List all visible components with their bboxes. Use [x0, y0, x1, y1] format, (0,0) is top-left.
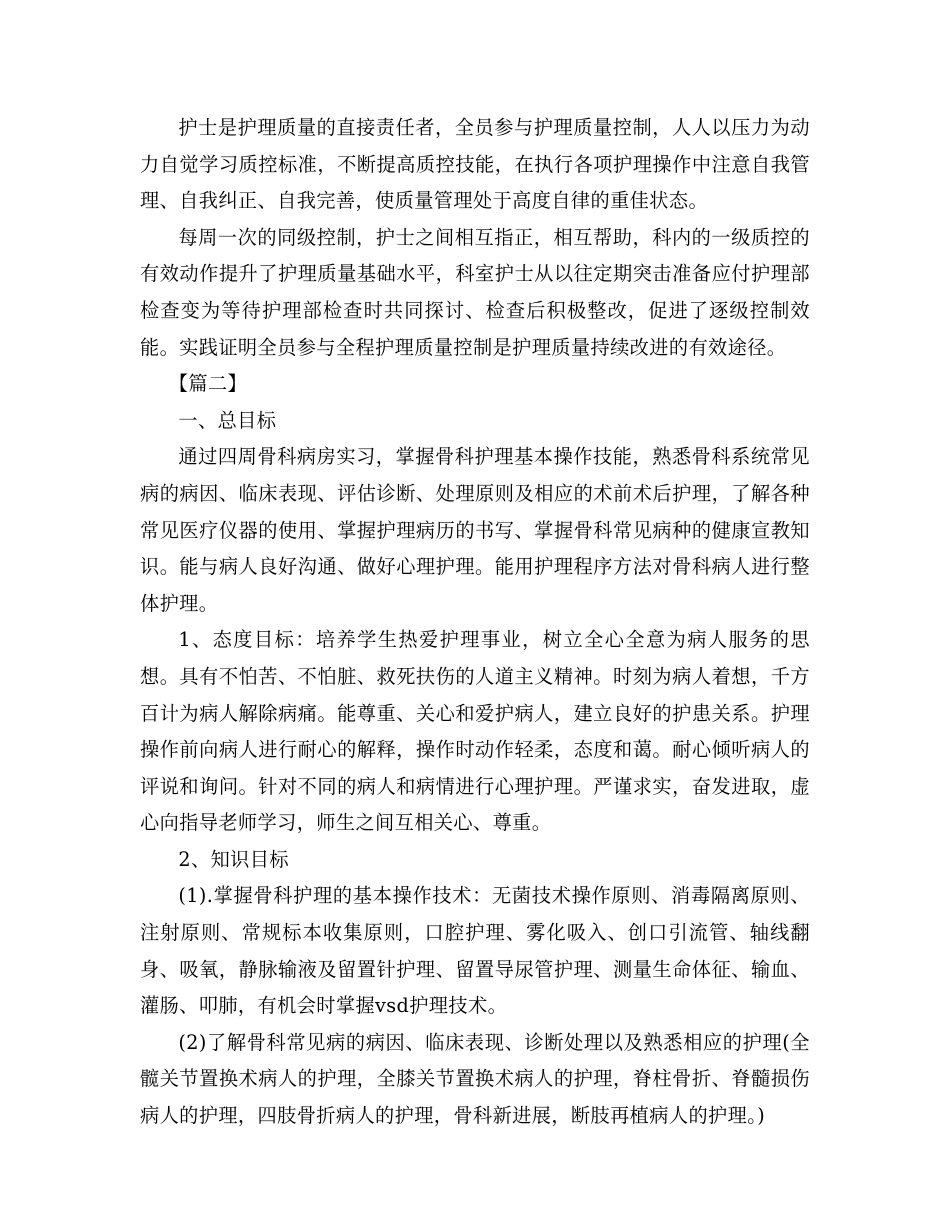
paragraph-attitude-goal: 1、态度目标：培养学生热爱护理事业，树立全心全意为病人服务的思想。具有不怕苦、不怕脏、救死扶伤的人道主义精神。时刻为病人着想，千方百计为病人解除病痛。能尊重、关心和爱护病人，建立良好的护患关系。护理操作前向病人进行耐心的解释，操作时动作轻柔，态度和蔼。耐心倾听病人的评说和询问。针对不同的病人和病情进行心理护理。严谨求实，奋发进取，虚心向指导老师学习，师生之间互相关心、尊重。 — [140, 628, 810, 835]
heading-knowledge-goal: 2、知识目标 — [178, 847, 289, 871]
paragraph-common-diseases: (2)了解骨科常见病的病因、临床表现、诊断处理以及熟悉相应的护理(全髋关节置换术病人的护理，全膝关节置换术病人的护理，脊柱骨折、脊髓损伤病人的护理，四肢骨折病人的护理，骨科新进展，断肢再植病人的护理。) — [140, 1030, 810, 1128]
paragraph-basic-skills: (1).掌握骨科护理的基本操作技术：无菌技术操作原则、消毒隔离原则、注射原则、常规标本收集原则，口腔护理、雾化吸入、创口引流管、轴线翻身、吸氧，静脉输液及留置针护理、留置导尿管护理、测量生命体征、输血、灌肠、叩肺，有机会时掌握vsd护理技术。 — [140, 884, 810, 1018]
paragraph-peer-control: 每周一次的同级控制，护士之间相互指正，相互帮助，科内的一级质控的有效动作提升了护理质量基础水平，科室护士从以往定期突击准备应付护理部检查变为等待护理部检查时共同探讨、检查后积极整改，促进了逐级控制效能。实践证明全员参与全程护理质量控制是护理质量持续改进的有效途径。 — [140, 225, 810, 359]
document-page — [140, 110, 810, 1135]
paragraph-overall-goal: 通过四周骨科病房实习，掌握骨科护理基本操作技能，熟悉骨科系统常见病的病因、临床表现、评估诊断、处理原则及相应的术前术后护理，了解各种常见医疗仪器的使用、掌握护理病历的书写、掌握骨科常见病种的健康宣教知识。能与病人良好沟通、做好心理护理。能用护理程序方法对骨科病人进行整体护理。 — [140, 445, 810, 615]
heading-overall-goal: 一、总目标 — [178, 408, 277, 432]
paragraph-quality-responsibility: 护士是护理质量的直接责任者，全员参与护理质量控制，人人以压力为动力自觉学习质控标准，不断提高质控技能，在执行各项护理操作中注意自我管理、自我纠正、自我完善，使质量管理处于高度自律的重佳状态。 — [140, 116, 810, 213]
section-title-part-two: 【篇二】 — [168, 372, 248, 396]
